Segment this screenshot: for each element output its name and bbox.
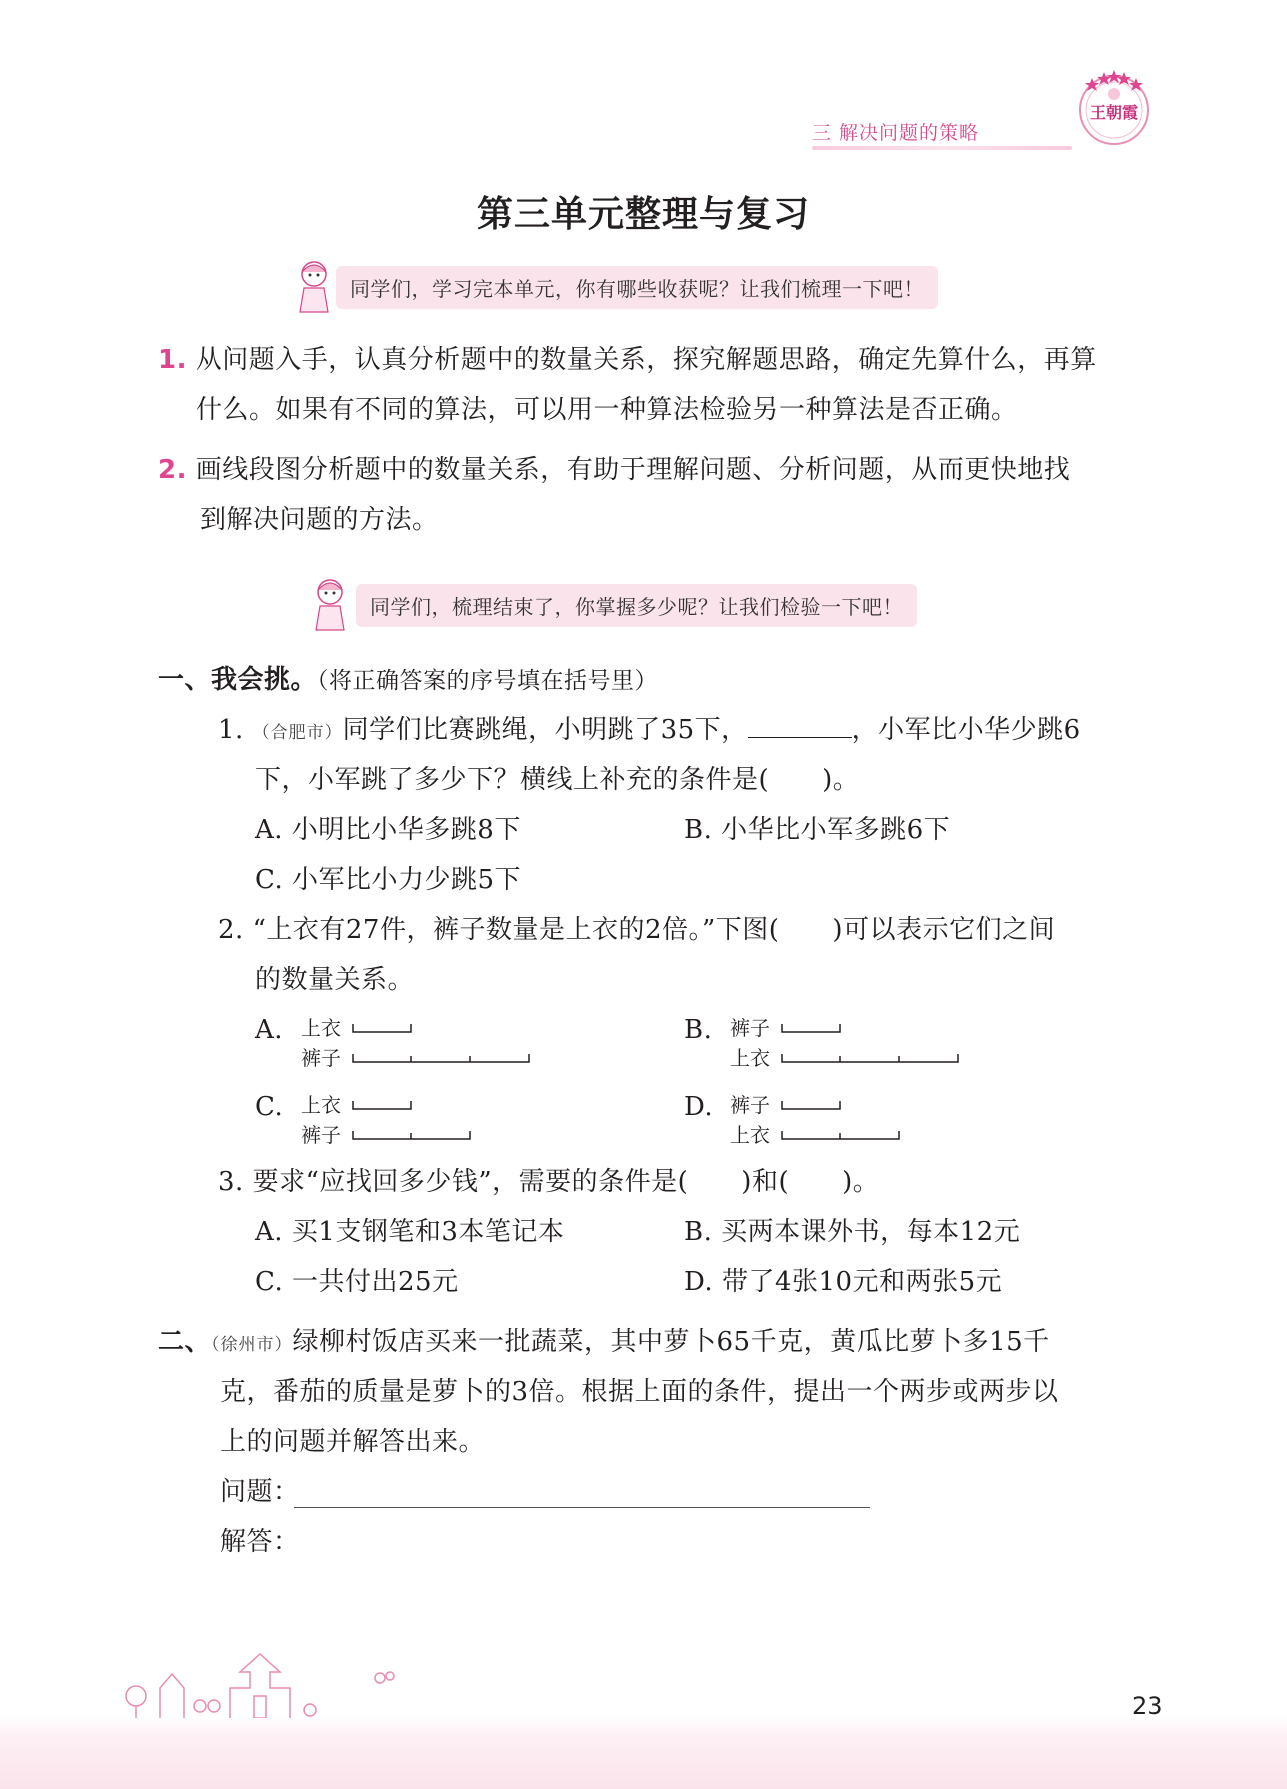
option-letter: B. (684, 1015, 713, 1045)
shirt-label: 上衣 (301, 1093, 341, 1117)
option-letter: D. (684, 1092, 714, 1122)
question3-option-c[interactable]: C. 一共付出25元 (255, 1267, 459, 1297)
question2-line2: 的数量关系。 (255, 965, 415, 995)
chapter-label: 三 解决问题的策略 (812, 122, 980, 144)
pants-label: 裤子 (301, 1046, 341, 1070)
section2-line1 (158, 1317, 1050, 1370)
option-letter: A. (255, 1015, 284, 1045)
question1-number: 1. (218, 715, 244, 745)
question2-option-c[interactable] (255, 1087, 555, 1151)
question1-fill-blank[interactable] (748, 715, 852, 738)
summary-item-2-line1: 画线段图分析题中的数量关系，有助于理解问题、分析问题，从而更快地找 (195, 455, 1071, 485)
question2-option-b[interactable] (684, 1010, 984, 1074)
section1-heading (158, 655, 658, 706)
question3-option-a[interactable]: A. 买1支钢笔和3本笔记本 (255, 1217, 565, 1247)
review-prompt-bubble: 同学们，学习完本单元，你有哪些收获呢？让我们梳理一下吧！ (336, 266, 938, 309)
option-letter: C. (255, 1092, 284, 1122)
pants-label: 裤子 (730, 1093, 770, 1117)
question2-option-d[interactable] (684, 1087, 984, 1151)
segment-diagram (780, 1010, 980, 1074)
question2-line1 (218, 905, 1055, 955)
segment-diagram (351, 1087, 551, 1151)
question3-option-b[interactable]: B. 买两本课外书，每本12元 (684, 1217, 1021, 1247)
segment-diagram (351, 1010, 551, 1074)
pants-label: 裤子 (301, 1123, 341, 1147)
question1-text-b: ，小军比小华少跳6 (851, 715, 1081, 745)
shirt-label: 上衣 (301, 1016, 341, 1040)
section2-number: 二、 (158, 1327, 212, 1357)
question3-line1 (218, 1157, 879, 1207)
question1-option-b[interactable]: B. 小华比小军多跳6下 (684, 815, 951, 845)
page-title: 第三单元整理与复习 (476, 194, 810, 235)
question1-text-a: 同学们比赛跳绳，小明跳了35下， (342, 715, 748, 745)
question3-text: 要求“应找回多少钱”，需要的条件是( )和( )。 (252, 1167, 880, 1197)
shirt-label: 上衣 (730, 1123, 770, 1147)
section1-title: 一、我会挑。 (158, 665, 318, 695)
chapter-underline (812, 146, 1072, 150)
question3-number: 3. (218, 1167, 244, 1197)
answer-label: 解答： (220, 1527, 300, 1557)
question2-number: 2. (218, 915, 244, 945)
segment-diagram (780, 1087, 980, 1151)
summary-item-1-continued: 什么。如果有不同的算法，可以用一种算法检验另一种算法是否正确。 (196, 395, 1018, 425)
question3-option-d[interactable]: D. 带了4张10元和两张5元 (684, 1267, 1003, 1297)
question1-source: （合肥市） (252, 723, 343, 743)
section2-source: （徐州市） (211, 1335, 293, 1355)
section2-line3: 上的问题并解答出来。 (220, 1427, 486, 1457)
question2-text: “上衣有27件，裤子数量是上衣的2倍。”下图( )可以表示它们之间 (252, 915, 1056, 945)
logo-text: 王朝霞 (1090, 103, 1139, 122)
question1-option-a[interactable]: A. 小明比小华多跳8下 (255, 815, 521, 845)
summary-item-2-number: 2. (158, 455, 187, 485)
summary-item-2-continued: 到解决问题的方法。 (200, 505, 439, 535)
section2-text: 绿柳村饭店买来一批蔬菜，其中萝卜65千克，黄瓜比萝卜多15千 (292, 1327, 1050, 1357)
castle-decoration-icon (120, 1648, 420, 1718)
check-prompt-bubble: 同学们，梳理结束了，你掌握多少呢？让我们检验一下吧！ (356, 584, 917, 627)
footer-band (0, 1716, 1287, 1789)
question1-line1 (218, 705, 1168, 758)
summary-item-1 (158, 335, 1158, 385)
section2-line2: 克，番茄的质量是萝卜的3倍。根据上面的条件，提出一个两步或两步以 (220, 1377, 1059, 1407)
question2-option-a[interactable] (255, 1010, 555, 1074)
publisher-logo (1072, 64, 1156, 148)
question1-option-c[interactable]: C. 小军比小力少跳5下 (255, 865, 522, 895)
page-number: 23 (1132, 1692, 1163, 1720)
question-label: 问题： (220, 1477, 300, 1507)
mascot-girl-icon (308, 576, 352, 634)
summary-item-1-number: 1. (158, 345, 187, 375)
pants-label: 裤子 (730, 1016, 770, 1040)
section1-hint: （将正确答案的序号填在括号里） (317, 668, 659, 694)
question1-line2: 下，小军跳了多少下？横线上补充的条件是( )。 (255, 765, 860, 795)
question-answer-line[interactable] (294, 1507, 870, 1508)
summary-item-1-line1: 从问题入手，认真分析题中的数量关系，探究解题思路，确定先算什么，再算 (195, 345, 1097, 375)
mascot-girl-icon (292, 258, 336, 316)
shirt-label: 上衣 (730, 1046, 770, 1070)
summary-item-2 (158, 445, 1158, 495)
